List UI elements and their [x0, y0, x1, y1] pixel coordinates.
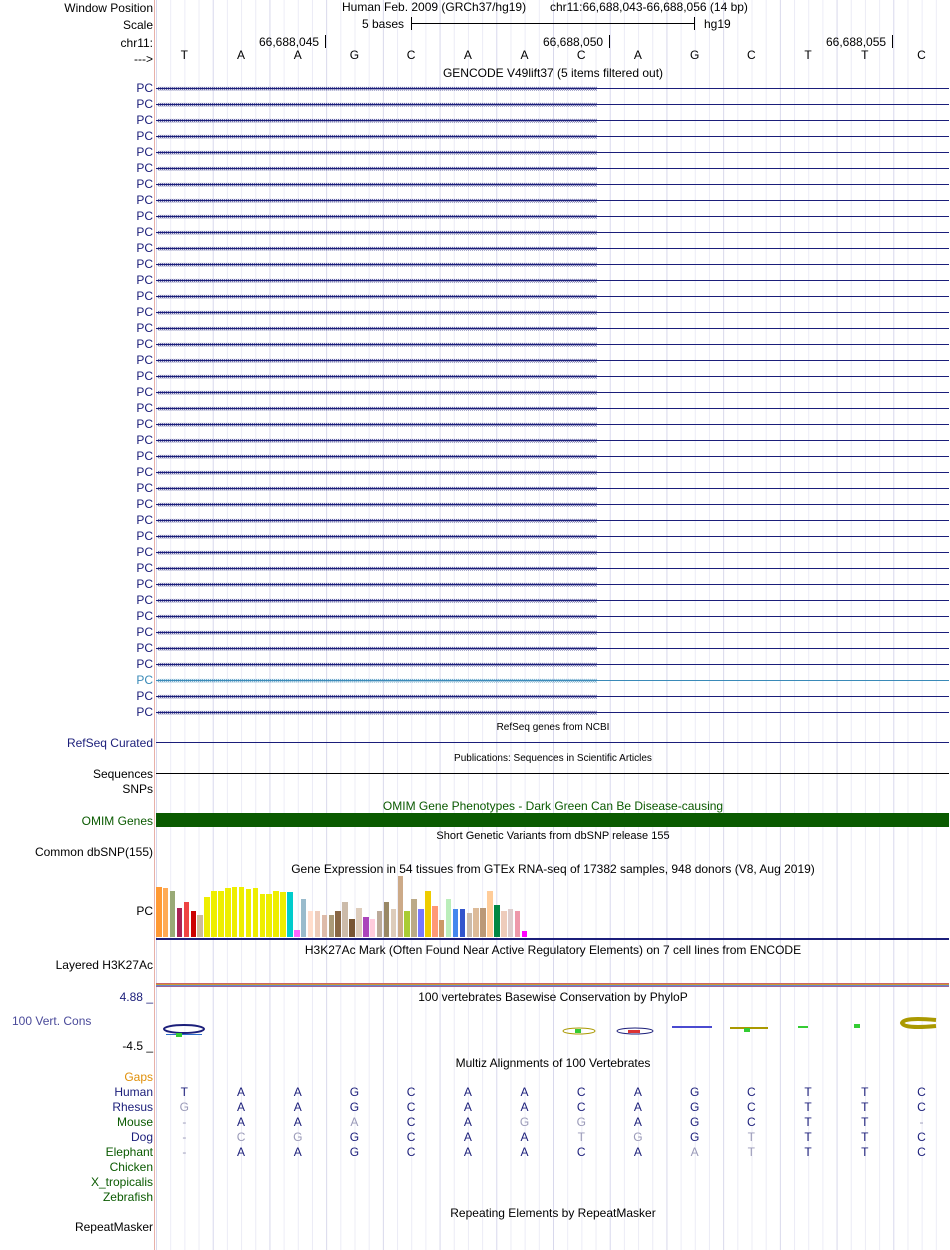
alignment-base: -: [919, 1115, 924, 1129]
strand-arrows: ‹‹‹‹‹‹‹‹‹‹‹‹‹‹‹‹‹‹‹‹‹‹‹‹‹‹‹‹‹‹‹‹‹‹‹‹‹‹‹‹‹‹‹‹‹‹‹‹‹‹‹‹‹‹‹‹‹‹‹‹‹‹‹‹‹‹‹‹‹‹‹‹‹‹‹‹‹‹‹‹‹‹‹‹‹‹‹‹‹‹‹‹‹‹‹‹‹‹‹‹‹‹‹‹‹‹‹‹‹‹‹‹‹‹‹‹‹‹‹‹‹‹‹‹‹‹‹‹‹‹‹‹‹‹‹‹‹‹‹‹‹‹‹‹‹‹‹‹‹‹‹‹‹‹‹‹‹‹‹‹‹‹‹‹‹‹‹‹‹‹‹‹‹‹‹‹‹‹‹‹‹‹‹‹‹‹‹‹‹‹‹‹‹‹‹‹‹‹‹‹‹‹‹‹‹‹‹‹‹‹‹‹‹‹‹‹‹‹‹‹: [157, 292, 597, 301]
alignment-base: G: [349, 1130, 360, 1144]
gtex-tissue-bar[interactable]: [191, 911, 197, 937]
alignment-base: T: [577, 1130, 585, 1144]
phylop-logo-mark: [176, 1033, 182, 1037]
alignment-base: C: [747, 1100, 756, 1114]
publications-title: Publications: Sequences in Scientific Articles: [454, 753, 652, 764]
gencode-row-label[interactable]: PC: [136, 657, 153, 671]
scale-db: hg19: [704, 17, 731, 31]
alignment-base: G: [689, 1100, 700, 1114]
strand-arrows: ‹‹‹‹‹‹‹‹‹‹‹‹‹‹‹‹‹‹‹‹‹‹‹‹‹‹‹‹‹‹‹‹‹‹‹‹‹‹‹‹‹‹‹‹‹‹‹‹‹‹‹‹‹‹‹‹‹‹‹‹‹‹‹‹‹‹‹‹‹‹‹‹‹‹‹‹‹‹‹‹‹‹‹‹‹‹‹‹‹‹‹‹‹‹‹‹‹‹‹‹‹‹‹‹‹‹‹‹‹‹‹‹‹‹‹‹‹‹‹‹‹‹‹‹‹‹‹‹‹‹‹‹‹‹‹‹‹‹‹‹‹‹‹‹‹‹‹‹‹‹‹‹‹‹‹‹‹‹‹‹‹‹‹‹‹‹‹‹‹‹‹‹‹‹‹‹‹‹‹‹‹‹‹‹‹‹‹‹‹‹‹‹‹‹‹‹‹‹‹‹‹‹‹‹‹‹‹‹‹‹‹‹‹‹‹‹‹‹‹‹: [157, 660, 597, 669]
gencode-row-label[interactable]: PC: [136, 513, 153, 527]
alignment-base: C: [406, 1145, 416, 1159]
alignment-base: T: [804, 1100, 812, 1114]
strand-arrows: ‹‹‹‹‹‹‹‹‹‹‹‹‹‹‹‹‹‹‹‹‹‹‹‹‹‹‹‹‹‹‹‹‹‹‹‹‹‹‹‹‹‹‹‹‹‹‹‹‹‹‹‹‹‹‹‹‹‹‹‹‹‹‹‹‹‹‹‹‹‹‹‹‹‹‹‹‹‹‹‹‹‹‹‹‹‹‹‹‹‹‹‹‹‹‹‹‹‹‹‹‹‹‹‹‹‹‹‹‹‹‹‹‹‹‹‹‹‹‹‹‹‹‹‹‹‹‹‹‹‹‹‹‹‹‹‹‹‹‹‹‹‹‹‹‹‹‹‹‹‹‹‹‹‹‹‹‹‹‹‹‹‹‹‹‹‹‹‹‹‹‹‹‹‹‹‹‹‹‹‹‹‹‹‹‹‹‹‹‹‹‹‹‹‹‹‹‹‹‹‹‹‹‹‹‹‹‹‹‹‹‹‹‹‹‹‹‹‹‹‹: [157, 644, 597, 653]
alignment-base: A: [633, 1100, 642, 1114]
gtex-tissue-bar[interactable]: [398, 876, 404, 937]
alignment-base: G: [689, 1115, 700, 1129]
strand-label: --->: [134, 52, 153, 66]
strand-arrows: ‹‹‹‹‹‹‹‹‹‹‹‹‹‹‹‹‹‹‹‹‹‹‹‹‹‹‹‹‹‹‹‹‹‹‹‹‹‹‹‹‹‹‹‹‹‹‹‹‹‹‹‹‹‹‹‹‹‹‹‹‹‹‹‹‹‹‹‹‹‹‹‹‹‹‹‹‹‹‹‹‹‹‹‹‹‹‹‹‹‹‹‹‹‹‹‹‹‹‹‹‹‹‹‹‹‹‹‹‹‹‹‹‹‹‹‹‹‹‹‹‹‹‹‹‹‹‹‹‹‹‹‹‹‹‹‹‹‹‹‹‹‹‹‹‹‹‹‹‹‹‹‹‹‹‹‹‹‹‹‹‹‹‹‹‹‹‹‹‹‹‹‹‹‹‹‹‹‹‹‹‹‹‹‹‹‹‹‹‹‹‹‹‹‹‹‹‹‹‹‹‹‹‹‹‹‹‹‹‹‹‹‹‹‹‹‹‹‹‹‹: [157, 308, 597, 317]
gencode-row-label[interactable]: PC: [136, 289, 153, 303]
alignment-base: C: [917, 1085, 926, 1099]
alignment-base: -: [182, 1130, 187, 1144]
alignment-base: G: [633, 1130, 643, 1144]
gtex-tissue-bar[interactable]: [501, 911, 507, 937]
omim-label[interactable]: OMIM Genes: [81, 814, 153, 828]
strand-arrows: ‹‹‹‹‹‹‹‹‹‹‹‹‹‹‹‹‹‹‹‹‹‹‹‹‹‹‹‹‹‹‹‹‹‹‹‹‹‹‹‹‹‹‹‹‹‹‹‹‹‹‹‹‹‹‹‹‹‹‹‹‹‹‹‹‹‹‹‹‹‹‹‹‹‹‹‹‹‹‹‹‹‹‹‹‹‹‹‹‹‹‹‹‹‹‹‹‹‹‹‹‹‹‹‹‹‹‹‹‹‹‹‹‹‹‹‹‹‹‹‹‹‹‹‹‹‹‹‹‹‹‹‹‹‹‹‹‹‹‹‹‹‹‹‹‹‹‹‹‹‹‹‹‹‹‹‹‹‹‹‹‹‹‹‹‹‹‹‹‹‹‹‹‹‹‹‹‹‹‹‹‹‹‹‹‹‹‹‹‹‹‹‹‹‹‹‹‹‹‹‹‹‹‹‹‹‹‹‹‹‹‹‹‹‹‹‹‹‹‹‹: [157, 180, 597, 189]
alignment-base: A: [293, 1145, 302, 1159]
alignment-base: T: [804, 1145, 812, 1159]
gtex-tissue-bar[interactable]: [246, 889, 252, 937]
gencode-row-label[interactable]: PC: [136, 625, 153, 639]
alignment-base: T: [861, 1145, 869, 1159]
gencode-row-label[interactable]: PC: [136, 481, 153, 495]
scale-text: 5 bases: [362, 17, 405, 31]
gtex-bar-chart[interactable]: [156, 876, 536, 937]
gtex-tissue-bar[interactable]: [211, 891, 217, 937]
phylop-title: 100 vertebrates Basewise Conservation by PhyloP: [418, 990, 688, 1004]
alignment-base: C: [917, 1130, 926, 1144]
gtex-label[interactable]: PC: [136, 904, 153, 918]
alignment-base: A: [293, 1085, 302, 1099]
gtex-tissue-bar[interactable]: [287, 892, 293, 937]
strand-arrows: ‹‹‹‹‹‹‹‹‹‹‹‹‹‹‹‹‹‹‹‹‹‹‹‹‹‹‹‹‹‹‹‹‹‹‹‹‹‹‹‹‹‹‹‹‹‹‹‹‹‹‹‹‹‹‹‹‹‹‹‹‹‹‹‹‹‹‹‹‹‹‹‹‹‹‹‹‹‹‹‹‹‹‹‹‹‹‹‹‹‹‹‹‹‹‹‹‹‹‹‹‹‹‹‹‹‹‹‹‹‹‹‹‹‹‹‹‹‹‹‹‹‹‹‹‹‹‹‹‹‹‹‹‹‹‹‹‹‹‹‹‹‹‹‹‹‹‹‹‹‹‹‹‹‹‹‹‹‹‹‹‹‹‹‹‹‹‹‹‹‹‹‹‹‹‹‹‹‹‹‹‹‹‹‹‹‹‹‹‹‹‹‹‹‹‹‹‹‹‹‹‹‹‹‹‹‹‹‹‹‹‹‹‹‹‹‹‹‹‹‹: [157, 676, 597, 685]
gtex-tissue-bar[interactable]: [163, 888, 169, 937]
sequence-base: T: [180, 48, 189, 62]
assembly-title: Human Feb. 2009 (GRCh37/hg19): [342, 0, 527, 14]
gtex-tissue-bar[interactable]: [177, 908, 183, 937]
gtex-tissue-bar[interactable]: [260, 894, 266, 937]
gtex-tissue-bar[interactable]: [487, 891, 493, 937]
phylop-logo-mark: [575, 1029, 581, 1033]
sequence-base: A: [293, 48, 302, 62]
sequence-base: A: [633, 48, 642, 62]
snps-label[interactable]: SNPs: [122, 782, 153, 796]
tick-label: 66,688,050: [543, 35, 604, 49]
gtex-tissue-bar[interactable]: [411, 899, 417, 937]
sequence-base: A: [463, 48, 472, 62]
alignment-base: A: [237, 1115, 246, 1129]
alignment-base: A: [520, 1145, 529, 1159]
h3k27ac-title: H3K27Ac Mark (Often Found Near Active Regulatory Elements) on 7 cell lines from ENCODE: [304, 943, 802, 957]
strand-arrows: ‹‹‹‹‹‹‹‹‹‹‹‹‹‹‹‹‹‹‹‹‹‹‹‹‹‹‹‹‹‹‹‹‹‹‹‹‹‹‹‹‹‹‹‹‹‹‹‹‹‹‹‹‹‹‹‹‹‹‹‹‹‹‹‹‹‹‹‹‹‹‹‹‹‹‹‹‹‹‹‹‹‹‹‹‹‹‹‹‹‹‹‹‹‹‹‹‹‹‹‹‹‹‹‹‹‹‹‹‹‹‹‹‹‹‹‹‹‹‹‹‹‹‹‹‹‹‹‹‹‹‹‹‹‹‹‹‹‹‹‹‹‹‹‹‹‹‹‹‹‹‹‹‹‹‹‹‹‹‹‹‹‹‹‹‹‹‹‹‹‹‹‹‹‹‹‹‹‹‹‹‹‹‹‹‹‹‹‹‹‹‹‹‹‹‹‹‹‹‹‹‹‹‹‹‹‹‹‹‹‹‹‹‹‹‹‹‹‹‹‹: [157, 164, 597, 173]
gtex-tissue-bar[interactable]: [349, 919, 355, 937]
scale-bar-right-cap: [694, 17, 695, 30]
gtex-tissue-bar[interactable]: [308, 911, 314, 937]
sequence-base: G: [349, 48, 360, 62]
strand-arrows: ‹‹‹‹‹‹‹‹‹‹‹‹‹‹‹‹‹‹‹‹‹‹‹‹‹‹‹‹‹‹‹‹‹‹‹‹‹‹‹‹‹‹‹‹‹‹‹‹‹‹‹‹‹‹‹‹‹‹‹‹‹‹‹‹‹‹‹‹‹‹‹‹‹‹‹‹‹‹‹‹‹‹‹‹‹‹‹‹‹‹‹‹‹‹‹‹‹‹‹‹‹‹‹‹‹‹‹‹‹‹‹‹‹‹‹‹‹‹‹‹‹‹‹‹‹‹‹‹‹‹‹‹‹‹‹‹‹‹‹‹‹‹‹‹‹‹‹‹‹‹‹‹‹‹‹‹‹‹‹‹‹‹‹‹‹‹‹‹‹‹‹‹‹‹‹‹‹‹‹‹‹‹‹‹‹‹‹‹‹‹‹‹‹‹‹‹‹‹‹‹‹‹‹‹‹‹‹‹‹‹‹‹‹‹‹‹‹‹‹‹: [157, 436, 597, 445]
gtex-tissue-bar[interactable]: [473, 908, 479, 937]
alignment-base: G: [349, 1145, 360, 1159]
gtex-tissue-bar[interactable]: [460, 909, 466, 937]
gtex-tissue-bar[interactable]: [266, 894, 272, 937]
alignment-base: G: [349, 1085, 360, 1099]
sequence-base: T: [804, 48, 812, 62]
gtex-tissue-bar[interactable]: [218, 891, 224, 937]
sequence-base: G: [689, 48, 700, 62]
gencode-row-label[interactable]: PC: [136, 193, 153, 207]
gtex-tissue-bar[interactable]: [391, 909, 397, 937]
gencode-row-label[interactable]: PC: [136, 353, 153, 367]
gencode-row-label[interactable]: PC: [136, 593, 153, 607]
dbsnp-label[interactable]: Common dbSNP(155): [34, 845, 153, 859]
gencode-row-label[interactable]: PC: [136, 561, 153, 575]
scale-label: Scale: [122, 18, 153, 32]
gencode-row-label[interactable]: PC: [136, 641, 153, 655]
strand-arrows: ‹‹‹‹‹‹‹‹‹‹‹‹‹‹‹‹‹‹‹‹‹‹‹‹‹‹‹‹‹‹‹‹‹‹‹‹‹‹‹‹‹‹‹‹‹‹‹‹‹‹‹‹‹‹‹‹‹‹‹‹‹‹‹‹‹‹‹‹‹‹‹‹‹‹‹‹‹‹‹‹‹‹‹‹‹‹‹‹‹‹‹‹‹‹‹‹‹‹‹‹‹‹‹‹‹‹‹‹‹‹‹‹‹‹‹‹‹‹‹‹‹‹‹‹‹‹‹‹‹‹‹‹‹‹‹‹‹‹‹‹‹‹‹‹‹‹‹‹‹‹‹‹‹‹‹‹‹‹‹‹‹‹‹‹‹‹‹‹‹‹‹‹‹‹‹‹‹‹‹‹‹‹‹‹‹‹‹‹‹‹‹‹‹‹‹‹‹‹‹‹‹‹‹‹‹‹‹‹‹‹‹‹‹‹‹‹‹‹‹‹: [157, 356, 597, 365]
phylop-logo-c: [902, 1019, 936, 1027]
alignment-base: T: [804, 1130, 812, 1144]
strand-arrows: ‹‹‹‹‹‹‹‹‹‹‹‹‹‹‹‹‹‹‹‹‹‹‹‹‹‹‹‹‹‹‹‹‹‹‹‹‹‹‹‹‹‹‹‹‹‹‹‹‹‹‹‹‹‹‹‹‹‹‹‹‹‹‹‹‹‹‹‹‹‹‹‹‹‹‹‹‹‹‹‹‹‹‹‹‹‹‹‹‹‹‹‹‹‹‹‹‹‹‹‹‹‹‹‹‹‹‹‹‹‹‹‹‹‹‹‹‹‹‹‹‹‹‹‹‹‹‹‹‹‹‹‹‹‹‹‹‹‹‹‹‹‹‹‹‹‹‹‹‹‹‹‹‹‹‹‹‹‹‹‹‹‹‹‹‹‹‹‹‹‹‹‹‹‹‹‹‹‹‹‹‹‹‹‹‹‹‹‹‹‹‹‹‹‹‹‹‹‹‹‹‹‹‹‹‹‹‹‹‹‹‹‹‹‹‹‹‹‹‹‹: [157, 372, 597, 381]
window-position-label: Window Position: [64, 1, 153, 15]
phylop-logo-mark: [744, 1028, 750, 1032]
gencode-title: GENCODE V49lift37 (5 items filtered out): [442, 66, 664, 80]
alignment-base: A: [463, 1130, 472, 1144]
h3k27ac-line: [156, 986, 949, 987]
gtex-tissue-bar[interactable]: [204, 897, 210, 937]
alignment-base: -: [182, 1145, 187, 1159]
alignment-base: A: [520, 1100, 529, 1114]
sequence-base: C: [576, 48, 586, 62]
gtex-tissue-bar[interactable]: [418, 909, 424, 937]
publications-label[interactable]: Sequences: [92, 767, 153, 781]
alignment-base: A: [633, 1115, 642, 1129]
strand-arrows: ‹‹‹‹‹‹‹‹‹‹‹‹‹‹‹‹‹‹‹‹‹‹‹‹‹‹‹‹‹‹‹‹‹‹‹‹‹‹‹‹‹‹‹‹‹‹‹‹‹‹‹‹‹‹‹‹‹‹‹‹‹‹‹‹‹‹‹‹‹‹‹‹‹‹‹‹‹‹‹‹‹‹‹‹‹‹‹‹‹‹‹‹‹‹‹‹‹‹‹‹‹‹‹‹‹‹‹‹‹‹‹‹‹‹‹‹‹‹‹‹‹‹‹‹‹‹‹‹‹‹‹‹‹‹‹‹‹‹‹‹‹‹‹‹‹‹‹‹‹‹‹‹‹‹‹‹‹‹‹‹‹‹‹‹‹‹‹‹‹‹‹‹‹‹‹‹‹‹‹‹‹‹‹‹‹‹‹‹‹‹‹‹‹‹‹‹‹‹‹‹‹‹‹‹‹‹‹‹‹‹‹‹‹‹‹‹‹‹‹‹: [157, 516, 597, 525]
gtex-tissue-bar[interactable]: [432, 906, 438, 937]
tick-mark: [892, 35, 893, 48]
strand-arrows: ‹‹‹‹‹‹‹‹‹‹‹‹‹‹‹‹‹‹‹‹‹‹‹‹‹‹‹‹‹‹‹‹‹‹‹‹‹‹‹‹‹‹‹‹‹‹‹‹‹‹‹‹‹‹‹‹‹‹‹‹‹‹‹‹‹‹‹‹‹‹‹‹‹‹‹‹‹‹‹‹‹‹‹‹‹‹‹‹‹‹‹‹‹‹‹‹‹‹‹‹‹‹‹‹‹‹‹‹‹‹‹‹‹‹‹‹‹‹‹‹‹‹‹‹‹‹‹‹‹‹‹‹‹‹‹‹‹‹‹‹‹‹‹‹‹‹‹‹‹‹‹‹‹‹‹‹‹‹‹‹‹‹‹‹‹‹‹‹‹‹‹‹‹‹‹‹‹‹‹‹‹‹‹‹‹‹‹‹‹‹‹‹‹‹‹‹‹‹‹‹‹‹‹‹‹‹‹‹‹‹‹‹‹‹‹‹‹‹‹‹: [157, 612, 597, 621]
gtex-tissue-bar[interactable]: [294, 930, 300, 937]
gencode-row-label[interactable]: PC: [136, 545, 153, 559]
gtex-tissue-bar[interactable]: [453, 909, 459, 937]
alignment-base: G: [576, 1115, 586, 1129]
alignment-base: A: [237, 1145, 246, 1159]
gtex-tissue-bar[interactable]: [329, 915, 335, 937]
alignment-base: T: [804, 1085, 812, 1099]
gtex-title: Gene Expression in 54 tissues from GTEx RNA-seq of 17382 samples, 948 donors (V8, Aug 2019): [291, 862, 815, 876]
gtex-tissue-bar[interactable]: [370, 919, 376, 937]
species-label[interactable]: Human: [114, 1085, 153, 1099]
alignment-base: A: [293, 1100, 302, 1114]
alignment-base: T: [804, 1115, 812, 1129]
alignment-base: T: [861, 1130, 869, 1144]
gtex-baseline: [156, 938, 949, 940]
species-label[interactable]: Zebrafish: [102, 1190, 153, 1204]
gencode-row-label[interactable]: PC: [136, 689, 153, 703]
gtex-tissue-bar[interactable]: [335, 911, 341, 937]
alignment-base: T: [861, 1085, 869, 1099]
gaps-label[interactable]: Gaps: [124, 1070, 153, 1084]
sequence-base: C: [406, 48, 416, 62]
alignment-base: -: [182, 1115, 187, 1129]
gtex-tissue-bar[interactable]: [363, 917, 369, 937]
alignment-base: G: [689, 1130, 700, 1144]
strand-arrows: ‹‹‹‹‹‹‹‹‹‹‹‹‹‹‹‹‹‹‹‹‹‹‹‹‹‹‹‹‹‹‹‹‹‹‹‹‹‹‹‹‹‹‹‹‹‹‹‹‹‹‹‹‹‹‹‹‹‹‹‹‹‹‹‹‹‹‹‹‹‹‹‹‹‹‹‹‹‹‹‹‹‹‹‹‹‹‹‹‹‹‹‹‹‹‹‹‹‹‹‹‹‹‹‹‹‹‹‹‹‹‹‹‹‹‹‹‹‹‹‹‹‹‹‹‹‹‹‹‹‹‹‹‹‹‹‹‹‹‹‹‹‹‹‹‹‹‹‹‹‹‹‹‹‹‹‹‹‹‹‹‹‹‹‹‹‹‹‹‹‹‹‹‹‹‹‹‹‹‹‹‹‹‹‹‹‹‹‹‹‹‹‹‹‹‹‹‹‹‹‹‹‹‹‹‹‹‹‹‹‹‹‹‹‹‹‹‹‹‹‹: [157, 276, 597, 285]
gencode-row-label[interactable]: PC: [136, 257, 153, 271]
gtex-tissue-bar[interactable]: [280, 892, 286, 937]
alignment-base: A: [237, 1085, 246, 1099]
alignment-base: A: [463, 1085, 472, 1099]
gtex-tissue-bar[interactable]: [315, 911, 321, 937]
gtex-tissue-bar[interactable]: [439, 920, 445, 937]
gencode-row-label[interactable]: PC: [136, 209, 153, 223]
strand-arrows: ‹‹‹‹‹‹‹‹‹‹‹‹‹‹‹‹‹‹‹‹‹‹‹‹‹‹‹‹‹‹‹‹‹‹‹‹‹‹‹‹‹‹‹‹‹‹‹‹‹‹‹‹‹‹‹‹‹‹‹‹‹‹‹‹‹‹‹‹‹‹‹‹‹‹‹‹‹‹‹‹‹‹‹‹‹‹‹‹‹‹‹‹‹‹‹‹‹‹‹‹‹‹‹‹‹‹‹‹‹‹‹‹‹‹‹‹‹‹‹‹‹‹‹‹‹‹‹‹‹‹‹‹‹‹‹‹‹‹‹‹‹‹‹‹‹‹‹‹‹‹‹‹‹‹‹‹‹‹‹‹‹‹‹‹‹‹‹‹‹‹‹‹‹‹‹‹‹‹‹‹‹‹‹‹‹‹‹‹‹‹‹‹‹‹‹‹‹‹‹‹‹‹‹‹‹‹‹‹‹‹‹‹‹‹‹‹‹‹‹‹: [157, 580, 597, 589]
gencode-row-label[interactable]: PC: [136, 401, 153, 415]
alignment-base: A: [293, 1115, 302, 1129]
strand-arrows: ‹‹‹‹‹‹‹‹‹‹‹‹‹‹‹‹‹‹‹‹‹‹‹‹‹‹‹‹‹‹‹‹‹‹‹‹‹‹‹‹‹‹‹‹‹‹‹‹‹‹‹‹‹‹‹‹‹‹‹‹‹‹‹‹‹‹‹‹‹‹‹‹‹‹‹‹‹‹‹‹‹‹‹‹‹‹‹‹‹‹‹‹‹‹‹‹‹‹‹‹‹‹‹‹‹‹‹‹‹‹‹‹‹‹‹‹‹‹‹‹‹‹‹‹‹‹‹‹‹‹‹‹‹‹‹‹‹‹‹‹‹‹‹‹‹‹‹‹‹‹‹‹‹‹‹‹‹‹‹‹‹‹‹‹‹‹‹‹‹‹‹‹‹‹‹‹‹‹‹‹‹‹‹‹‹‹‹‹‹‹‹‹‹‹‹‹‹‹‹‹‹‹‹‹‹‹‹‹‹‹‹‹‹‹‹‹‹‹‹‹: [157, 404, 597, 413]
gtex-tissue-bar[interactable]: [356, 908, 362, 937]
gencode-row-label[interactable]: PC: [136, 529, 153, 543]
gencode-row-label[interactable]: PC: [136, 449, 153, 463]
gtex-tissue-bar[interactable]: [384, 902, 390, 937]
alignment-base: A: [463, 1145, 472, 1159]
alignment-base: C: [236, 1130, 246, 1144]
position-readout: chr11:66,688,043-66,688,056 (14 bp): [550, 0, 748, 14]
alignment-base: C: [917, 1145, 926, 1159]
sequence-base: T: [861, 48, 869, 62]
phylop-min: -4.5 _: [122, 1039, 153, 1053]
refseq-gene-line[interactable]: [156, 742, 949, 743]
phylop-logo-mark: [854, 1024, 860, 1028]
multiz-title: Multiz Alignments of 100 Vertebrates: [455, 1056, 651, 1070]
gtex-tissue-bar[interactable]: [467, 913, 473, 937]
gtex-tissue-bar[interactable]: [342, 902, 348, 937]
strand-arrows: ‹‹‹‹‹‹‹‹‹‹‹‹‹‹‹‹‹‹‹‹‹‹‹‹‹‹‹‹‹‹‹‹‹‹‹‹‹‹‹‹‹‹‹‹‹‹‹‹‹‹‹‹‹‹‹‹‹‹‹‹‹‹‹‹‹‹‹‹‹‹‹‹‹‹‹‹‹‹‹‹‹‹‹‹‹‹‹‹‹‹‹‹‹‹‹‹‹‹‹‹‹‹‹‹‹‹‹‹‹‹‹‹‹‹‹‹‹‹‹‹‹‹‹‹‹‹‹‹‹‹‹‹‹‹‹‹‹‹‹‹‹‹‹‹‹‹‹‹‹‹‹‹‹‹‹‹‹‹‹‹‹‹‹‹‹‹‹‹‹‹‹‹‹‹‹‹‹‹‹‹‹‹‹‹‹‹‹‹‹‹‹‹‹‹‹‹‹‹‹‹‹‹‹‹‹‹‹‹‹‹‹‹‹‹‹‹‹‹‹‹: [157, 196, 597, 205]
gencode-row-label[interactable]: PC: [136, 673, 153, 687]
gtex-tissue-bar[interactable]: [515, 911, 521, 937]
repeatmasker-label[interactable]: RepeatMasker: [74, 1220, 153, 1234]
gtex-tissue-bar[interactable]: [494, 905, 500, 937]
gencode-row-label[interactable]: PC: [136, 225, 153, 239]
gencode-row-label[interactable]: PC: [136, 129, 153, 143]
alignment-base: G: [293, 1130, 303, 1144]
dbsnp-title: Short Genetic Variants from dbSNP release 155: [436, 830, 670, 842]
strand-arrows: ‹‹‹‹‹‹‹‹‹‹‹‹‹‹‹‹‹‹‹‹‹‹‹‹‹‹‹‹‹‹‹‹‹‹‹‹‹‹‹‹‹‹‹‹‹‹‹‹‹‹‹‹‹‹‹‹‹‹‹‹‹‹‹‹‹‹‹‹‹‹‹‹‹‹‹‹‹‹‹‹‹‹‹‹‹‹‹‹‹‹‹‹‹‹‹‹‹‹‹‹‹‹‹‹‹‹‹‹‹‹‹‹‹‹‹‹‹‹‹‹‹‹‹‹‹‹‹‹‹‹‹‹‹‹‹‹‹‹‹‹‹‹‹‹‹‹‹‹‹‹‹‹‹‹‹‹‹‹‹‹‹‹‹‹‹‹‹‹‹‹‹‹‹‹‹‹‹‹‹‹‹‹‹‹‹‹‹‹‹‹‹‹‹‹‹‹‹‹‹‹‹‹‹‹‹‹‹‹‹‹‹‹‹‹‹‹‹‹‹‹: [157, 148, 597, 157]
gencode-row-label[interactable]: PC: [136, 369, 153, 383]
strand-arrows: ‹‹‹‹‹‹‹‹‹‹‹‹‹‹‹‹‹‹‹‹‹‹‹‹‹‹‹‹‹‹‹‹‹‹‹‹‹‹‹‹‹‹‹‹‹‹‹‹‹‹‹‹‹‹‹‹‹‹‹‹‹‹‹‹‹‹‹‹‹‹‹‹‹‹‹‹‹‹‹‹‹‹‹‹‹‹‹‹‹‹‹‹‹‹‹‹‹‹‹‹‹‹‹‹‹‹‹‹‹‹‹‹‹‹‹‹‹‹‹‹‹‹‹‹‹‹‹‹‹‹‹‹‹‹‹‹‹‹‹‹‹‹‹‹‹‹‹‹‹‹‹‹‹‹‹‹‹‹‹‹‹‹‹‹‹‹‹‹‹‹‹‹‹‹‹‹‹‹‹‹‹‹‹‹‹‹‹‹‹‹‹‹‹‹‹‹‹‹‹‹‹‹‹‹‹‹‹‹‹‹‹‹‹‹‹‹‹‹‹‹: [157, 628, 597, 637]
gencode-row-label[interactable]: PC: [136, 273, 153, 287]
alignment-base: A: [463, 1115, 472, 1129]
species-label[interactable]: Elephant: [105, 1145, 153, 1159]
sequence-base: A: [237, 48, 246, 62]
alignment-base: C: [747, 1085, 756, 1099]
gtex-tissue-bar[interactable]: [508, 909, 514, 937]
repeatmasker-title: Repeating Elements by RepeatMasker: [450, 1206, 656, 1220]
refseq-label[interactable]: RefSeq Curated: [66, 736, 153, 750]
tick-mark: [609, 35, 610, 48]
strand-arrows: ‹‹‹‹‹‹‹‹‹‹‹‹‹‹‹‹‹‹‹‹‹‹‹‹‹‹‹‹‹‹‹‹‹‹‹‹‹‹‹‹‹‹‹‹‹‹‹‹‹‹‹‹‹‹‹‹‹‹‹‹‹‹‹‹‹‹‹‹‹‹‹‹‹‹‹‹‹‹‹‹‹‹‹‹‹‹‹‹‹‹‹‹‹‹‹‹‹‹‹‹‹‹‹‹‹‹‹‹‹‹‹‹‹‹‹‹‹‹‹‹‹‹‹‹‹‹‹‹‹‹‹‹‹‹‹‹‹‹‹‹‹‹‹‹‹‹‹‹‹‹‹‹‹‹‹‹‹‹‹‹‹‹‹‹‹‹‹‹‹‹‹‹‹‹‹‹‹‹‹‹‹‹‹‹‹‹‹‹‹‹‹‹‹‹‹‹‹‹‹‹‹‹‹‹‹‹‹‹‹‹‹‹‹‹‹‹‹‹‹‹: [157, 564, 597, 573]
phylop-logo-dash: [166, 1034, 202, 1035]
strand-arrows: ‹‹‹‹‹‹‹‹‹‹‹‹‹‹‹‹‹‹‹‹‹‹‹‹‹‹‹‹‹‹‹‹‹‹‹‹‹‹‹‹‹‹‹‹‹‹‹‹‹‹‹‹‹‹‹‹‹‹‹‹‹‹‹‹‹‹‹‹‹‹‹‹‹‹‹‹‹‹‹‹‹‹‹‹‹‹‹‹‹‹‹‹‹‹‹‹‹‹‹‹‹‹‹‹‹‹‹‹‹‹‹‹‹‹‹‹‹‹‹‹‹‹‹‹‹‹‹‹‹‹‹‹‹‹‹‹‹‹‹‹‹‹‹‹‹‹‹‹‹‹‹‹‹‹‹‹‹‹‹‹‹‹‹‹‹‹‹‹‹‹‹‹‹‹‹‹‹‹‹‹‹‹‹‹‹‹‹‹‹‹‹‹‹‹‹‹‹‹‹‹‹‹‹‹‹‹‹‹‹‹‹‹‹‹‹‹‹‹‹‹: [157, 692, 597, 701]
gencode-row-label[interactable]: PC: [136, 465, 153, 479]
species-label[interactable]: Dog: [130, 1130, 153, 1144]
label-divider: [154, 0, 155, 1250]
gtex-tissue-bar[interactable]: [253, 888, 259, 937]
alignment-base: C: [406, 1085, 416, 1099]
gencode-row-label[interactable]: PC: [136, 705, 153, 719]
gtex-tissue-bar[interactable]: [170, 891, 176, 937]
gtex-tissue-bar[interactable]: [404, 911, 410, 937]
alignment-base: T: [747, 1130, 756, 1144]
gtex-tissue-bar[interactable]: [225, 888, 231, 937]
alignment-base: C: [406, 1130, 416, 1144]
species-label[interactable]: Rhesus: [112, 1100, 153, 1114]
gencode-row-label[interactable]: PC: [136, 609, 153, 623]
alignment-base: A: [690, 1145, 699, 1159]
gtex-tissue-bar[interactable]: [522, 931, 528, 937]
alignment-base: C: [576, 1100, 586, 1114]
phylop-logo-mark: [628, 1030, 640, 1033]
gtex-tissue-bar[interactable]: [273, 891, 279, 937]
gtex-tissue-bar[interactable]: [232, 887, 238, 937]
strand-arrows: ‹‹‹‹‹‹‹‹‹‹‹‹‹‹‹‹‹‹‹‹‹‹‹‹‹‹‹‹‹‹‹‹‹‹‹‹‹‹‹‹‹‹‹‹‹‹‹‹‹‹‹‹‹‹‹‹‹‹‹‹‹‹‹‹‹‹‹‹‹‹‹‹‹‹‹‹‹‹‹‹‹‹‹‹‹‹‹‹‹‹‹‹‹‹‹‹‹‹‹‹‹‹‹‹‹‹‹‹‹‹‹‹‹‹‹‹‹‹‹‹‹‹‹‹‹‹‹‹‹‹‹‹‹‹‹‹‹‹‹‹‹‹‹‹‹‹‹‹‹‹‹‹‹‹‹‹‹‹‹‹‹‹‹‹‹‹‹‹‹‹‹‹‹‹‹‹‹‹‹‹‹‹‹‹‹‹‹‹‹‹‹‹‹‹‹‹‹‹‹‹‹‹‹‹‹‹‹‹‹‹‹‹‹‹‹‹‹‹‹‹: [157, 548, 597, 557]
chrom-label: chr11:: [120, 36, 153, 50]
alignment-base: T: [861, 1100, 869, 1114]
strand-arrows: ‹‹‹‹‹‹‹‹‹‹‹‹‹‹‹‹‹‹‹‹‹‹‹‹‹‹‹‹‹‹‹‹‹‹‹‹‹‹‹‹‹‹‹‹‹‹‹‹‹‹‹‹‹‹‹‹‹‹‹‹‹‹‹‹‹‹‹‹‹‹‹‹‹‹‹‹‹‹‹‹‹‹‹‹‹‹‹‹‹‹‹‹‹‹‹‹‹‹‹‹‹‹‹‹‹‹‹‹‹‹‹‹‹‹‹‹‹‹‹‹‹‹‹‹‹‹‹‹‹‹‹‹‹‹‹‹‹‹‹‹‹‹‹‹‹‹‹‹‹‹‹‹‹‹‹‹‹‹‹‹‹‹‹‹‹‹‹‹‹‹‹‹‹‹‹‹‹‹‹‹‹‹‹‹‹‹‹‹‹‹‹‹‹‹‹‹‹‹‹‹‹‹‹‹‹‹‹‹‹‹‹‹‹‹‹‹‹‹‹‹: [157, 324, 597, 333]
alignment-base: C: [406, 1115, 416, 1129]
tick-label: 66,688,045: [259, 35, 320, 49]
sequence-base: C: [917, 48, 926, 62]
tick-mark: [325, 35, 326, 48]
strand-arrows: ‹‹‹‹‹‹‹‹‹‹‹‹‹‹‹‹‹‹‹‹‹‹‹‹‹‹‹‹‹‹‹‹‹‹‹‹‹‹‹‹‹‹‹‹‹‹‹‹‹‹‹‹‹‹‹‹‹‹‹‹‹‹‹‹‹‹‹‹‹‹‹‹‹‹‹‹‹‹‹‹‹‹‹‹‹‹‹‹‹‹‹‹‹‹‹‹‹‹‹‹‹‹‹‹‹‹‹‹‹‹‹‹‹‹‹‹‹‹‹‹‹‹‹‹‹‹‹‹‹‹‹‹‹‹‹‹‹‹‹‹‹‹‹‹‹‹‹‹‹‹‹‹‹‹‹‹‹‹‹‹‹‹‹‹‹‹‹‹‹‹‹‹‹‹‹‹‹‹‹‹‹‹‹‹‹‹‹‹‹‹‹‹‹‹‹‹‹‹‹‹‹‹‹‹‹‹‹‹‹‹‹‹‹‹‹‹‹‹‹‹: [157, 452, 597, 461]
strand-arrows: ‹‹‹‹‹‹‹‹‹‹‹‹‹‹‹‹‹‹‹‹‹‹‹‹‹‹‹‹‹‹‹‹‹‹‹‹‹‹‹‹‹‹‹‹‹‹‹‹‹‹‹‹‹‹‹‹‹‹‹‹‹‹‹‹‹‹‹‹‹‹‹‹‹‹‹‹‹‹‹‹‹‹‹‹‹‹‹‹‹‹‹‹‹‹‹‹‹‹‹‹‹‹‹‹‹‹‹‹‹‹‹‹‹‹‹‹‹‹‹‹‹‹‹‹‹‹‹‹‹‹‹‹‹‹‹‹‹‹‹‹‹‹‹‹‹‹‹‹‹‹‹‹‹‹‹‹‹‹‹‹‹‹‹‹‹‹‹‹‹‹‹‹‹‹‹‹‹‹‹‹‹‹‹‹‹‹‹‹‹‹‹‹‹‹‹‹‹‹‹‹‹‹‹‹‹‹‹‹‹‹‹‹‹‹‹‹‹‹‹‹: [157, 420, 597, 429]
tick-label: 66,688,055: [826, 35, 887, 49]
gtex-tissue-bar[interactable]: [377, 911, 383, 937]
strand-arrows: ‹‹‹‹‹‹‹‹‹‹‹‹‹‹‹‹‹‹‹‹‹‹‹‹‹‹‹‹‹‹‹‹‹‹‹‹‹‹‹‹‹‹‹‹‹‹‹‹‹‹‹‹‹‹‹‹‹‹‹‹‹‹‹‹‹‹‹‹‹‹‹‹‹‹‹‹‹‹‹‹‹‹‹‹‹‹‹‹‹‹‹‹‹‹‹‹‹‹‹‹‹‹‹‹‹‹‹‹‹‹‹‹‹‹‹‹‹‹‹‹‹‹‹‹‹‹‹‹‹‹‹‹‹‹‹‹‹‹‹‹‹‹‹‹‹‹‹‹‹‹‹‹‹‹‹‹‹‹‹‹‹‹‹‹‹‹‹‹‹‹‹‹‹‹‹‹‹‹‹‹‹‹‹‹‹‹‹‹‹‹‹‹‹‹‹‹‹‹‹‹‹‹‹‹‹‹‹‹‹‹‹‹‹‹‹‹‹‹‹‹: [157, 244, 597, 253]
gtex-tissue-bar[interactable]: [446, 899, 452, 937]
phylop-logo-g: [164, 1025, 204, 1033]
alignment-base: A: [520, 1130, 529, 1144]
alignment-base: A: [520, 1085, 529, 1099]
alignment-base: A: [350, 1115, 359, 1129]
gencode-row-label[interactable]: PC: [136, 417, 153, 431]
species-label[interactable]: Mouse: [116, 1115, 153, 1129]
gtex-tissue-bar[interactable]: [156, 887, 162, 937]
publications-line[interactable]: [156, 773, 949, 774]
alignment-base: T: [180, 1085, 189, 1099]
scale-bar-left-cap: [411, 17, 412, 30]
alignment-base: T: [861, 1115, 869, 1129]
gtex-tissue-bar[interactable]: [322, 915, 328, 937]
strand-arrows: ‹‹‹‹‹‹‹‹‹‹‹‹‹‹‹‹‹‹‹‹‹‹‹‹‹‹‹‹‹‹‹‹‹‹‹‹‹‹‹‹‹‹‹‹‹‹‹‹‹‹‹‹‹‹‹‹‹‹‹‹‹‹‹‹‹‹‹‹‹‹‹‹‹‹‹‹‹‹‹‹‹‹‹‹‹‹‹‹‹‹‹‹‹‹‹‹‹‹‹‹‹‹‹‹‹‹‹‹‹‹‹‹‹‹‹‹‹‹‹‹‹‹‹‹‹‹‹‹‹‹‹‹‹‹‹‹‹‹‹‹‹‹‹‹‹‹‹‹‹‹‹‹‹‹‹‹‹‹‹‹‹‹‹‹‹‹‹‹‹‹‹‹‹‹‹‹‹‹‹‹‹‹‹‹‹‹‹‹‹‹‹‹‹‹‹‹‹‹‹‹‹‹‹‹‹‹‹‹‹‹‹‹‹‹‹‹‹‹‹‹: [157, 260, 597, 269]
gencode-row-label[interactable]: PC: [136, 385, 153, 399]
strand-arrows: ‹‹‹‹‹‹‹‹‹‹‹‹‹‹‹‹‹‹‹‹‹‹‹‹‹‹‹‹‹‹‹‹‹‹‹‹‹‹‹‹‹‹‹‹‹‹‹‹‹‹‹‹‹‹‹‹‹‹‹‹‹‹‹‹‹‹‹‹‹‹‹‹‹‹‹‹‹‹‹‹‹‹‹‹‹‹‹‹‹‹‹‹‹‹‹‹‹‹‹‹‹‹‹‹‹‹‹‹‹‹‹‹‹‹‹‹‹‹‹‹‹‹‹‹‹‹‹‹‹‹‹‹‹‹‹‹‹‹‹‹‹‹‹‹‹‹‹‹‹‹‹‹‹‹‹‹‹‹‹‹‹‹‹‹‹‹‹‹‹‹‹‹‹‹‹‹‹‹‹‹‹‹‹‹‹‹‹‹‹‹‹‹‹‹‹‹‹‹‹‹‹‹‹‹‹‹‹‹‹‹‹‹‹‹‹‹‹‹‹‹: [157, 84, 597, 93]
strand-arrows: ‹‹‹‹‹‹‹‹‹‹‹‹‹‹‹‹‹‹‹‹‹‹‹‹‹‹‹‹‹‹‹‹‹‹‹‹‹‹‹‹‹‹‹‹‹‹‹‹‹‹‹‹‹‹‹‹‹‹‹‹‹‹‹‹‹‹‹‹‹‹‹‹‹‹‹‹‹‹‹‹‹‹‹‹‹‹‹‹‹‹‹‹‹‹‹‹‹‹‹‹‹‹‹‹‹‹‹‹‹‹‹‹‹‹‹‹‹‹‹‹‹‹‹‹‹‹‹‹‹‹‹‹‹‹‹‹‹‹‹‹‹‹‹‹‹‹‹‹‹‹‹‹‹‹‹‹‹‹‹‹‹‹‹‹‹‹‹‹‹‹‹‹‹‹‹‹‹‹‹‹‹‹‹‹‹‹‹‹‹‹‹‹‹‹‹‹‹‹‹‹‹‹‹‹‹‹‹‹‹‹‹‹‹‹‹‹‹‹‹‹: [157, 500, 597, 509]
strand-arrows: ‹‹‹‹‹‹‹‹‹‹‹‹‹‹‹‹‹‹‹‹‹‹‹‹‹‹‹‹‹‹‹‹‹‹‹‹‹‹‹‹‹‹‹‹‹‹‹‹‹‹‹‹‹‹‹‹‹‹‹‹‹‹‹‹‹‹‹‹‹‹‹‹‹‹‹‹‹‹‹‹‹‹‹‹‹‹‹‹‹‹‹‹‹‹‹‹‹‹‹‹‹‹‹‹‹‹‹‹‹‹‹‹‹‹‹‹‹‹‹‹‹‹‹‹‹‹‹‹‹‹‹‹‹‹‹‹‹‹‹‹‹‹‹‹‹‹‹‹‹‹‹‹‹‹‹‹‹‹‹‹‹‹‹‹‹‹‹‹‹‹‹‹‹‹‹‹‹‹‹‹‹‹‹‹‹‹‹‹‹‹‹‹‹‹‹‹‹‹‹‹‹‹‹‹‹‹‹‹‹‹‹‹‹‹‹‹‹‹‹‹: [157, 708, 597, 717]
h3k27ac-label[interactable]: Layered H3K27Ac: [55, 958, 153, 972]
phylop-label[interactable]: 100 Vert. Cons: [12, 1014, 92, 1028]
gencode-row-label[interactable]: PC: [136, 145, 153, 159]
strand-arrows: ‹‹‹‹‹‹‹‹‹‹‹‹‹‹‹‹‹‹‹‹‹‹‹‹‹‹‹‹‹‹‹‹‹‹‹‹‹‹‹‹‹‹‹‹‹‹‹‹‹‹‹‹‹‹‹‹‹‹‹‹‹‹‹‹‹‹‹‹‹‹‹‹‹‹‹‹‹‹‹‹‹‹‹‹‹‹‹‹‹‹‹‹‹‹‹‹‹‹‹‹‹‹‹‹‹‹‹‹‹‹‹‹‹‹‹‹‹‹‹‹‹‹‹‹‹‹‹‹‹‹‹‹‹‹‹‹‹‹‹‹‹‹‹‹‹‹‹‹‹‹‹‹‹‹‹‹‹‹‹‹‹‹‹‹‹‹‹‹‹‹‹‹‹‹‹‹‹‹‹‹‹‹‹‹‹‹‹‹‹‹‹‹‹‹‹‹‹‹‹‹‹‹‹‹‹‹‹‹‹‹‹‹‹‹‹‹‹‹‹‹: [157, 532, 597, 541]
species-label[interactable]: X_tropicalis: [90, 1175, 153, 1189]
alignment-base: A: [633, 1145, 642, 1159]
gencode-row-label[interactable]: PC: [136, 97, 153, 111]
gencode-row-label[interactable]: PC: [136, 577, 153, 591]
gencode-row-label[interactable]: PC: [136, 177, 153, 191]
strand-arrows: ‹‹‹‹‹‹‹‹‹‹‹‹‹‹‹‹‹‹‹‹‹‹‹‹‹‹‹‹‹‹‹‹‹‹‹‹‹‹‹‹‹‹‹‹‹‹‹‹‹‹‹‹‹‹‹‹‹‹‹‹‹‹‹‹‹‹‹‹‹‹‹‹‹‹‹‹‹‹‹‹‹‹‹‹‹‹‹‹‹‹‹‹‹‹‹‹‹‹‹‹‹‹‹‹‹‹‹‹‹‹‹‹‹‹‹‹‹‹‹‹‹‹‹‹‹‹‹‹‹‹‹‹‹‹‹‹‹‹‹‹‹‹‹‹‹‹‹‹‹‹‹‹‹‹‹‹‹‹‹‹‹‹‹‹‹‹‹‹‹‹‹‹‹‹‹‹‹‹‹‹‹‹‹‹‹‹‹‹‹‹‹‹‹‹‹‹‹‹‹‹‹‹‹‹‹‹‹‹‹‹‹‹‹‹‹‹‹‹‹‹: [157, 100, 597, 109]
gencode-row-label[interactable]: PC: [136, 433, 153, 447]
strand-arrows: ‹‹‹‹‹‹‹‹‹‹‹‹‹‹‹‹‹‹‹‹‹‹‹‹‹‹‹‹‹‹‹‹‹‹‹‹‹‹‹‹‹‹‹‹‹‹‹‹‹‹‹‹‹‹‹‹‹‹‹‹‹‹‹‹‹‹‹‹‹‹‹‹‹‹‹‹‹‹‹‹‹‹‹‹‹‹‹‹‹‹‹‹‹‹‹‹‹‹‹‹‹‹‹‹‹‹‹‹‹‹‹‹‹‹‹‹‹‹‹‹‹‹‹‹‹‹‹‹‹‹‹‹‹‹‹‹‹‹‹‹‹‹‹‹‹‹‹‹‹‹‹‹‹‹‹‹‹‹‹‹‹‹‹‹‹‹‹‹‹‹‹‹‹‹‹‹‹‹‹‹‹‹‹‹‹‹‹‹‹‹‹‹‹‹‹‹‹‹‹‹‹‹‹‹‹‹‹‹‹‹‹‹‹‹‹‹‹‹‹‹: [157, 596, 597, 605]
refseq-title: RefSeq genes from NCBI: [496, 722, 610, 733]
phylop-max: 4.88 _: [119, 990, 153, 1004]
alignment-base: G: [689, 1085, 700, 1099]
alignment-base: C: [917, 1100, 926, 1114]
gencode-row-label[interactable]: PC: [136, 81, 153, 95]
alignment-base: T: [747, 1145, 756, 1159]
phylop-logo-mark: [672, 1026, 712, 1028]
alignment-base: G: [179, 1100, 190, 1114]
gencode-row-label[interactable]: PC: [136, 113, 153, 127]
omim-title: OMIM Gene Phenotypes - Dark Green Can Be Disease-causing: [382, 799, 724, 813]
gtex-tissue-bar[interactable]: [301, 899, 307, 937]
gtex-tissue-bar[interactable]: [480, 908, 486, 937]
strand-arrows: ‹‹‹‹‹‹‹‹‹‹‹‹‹‹‹‹‹‹‹‹‹‹‹‹‹‹‹‹‹‹‹‹‹‹‹‹‹‹‹‹‹‹‹‹‹‹‹‹‹‹‹‹‹‹‹‹‹‹‹‹‹‹‹‹‹‹‹‹‹‹‹‹‹‹‹‹‹‹‹‹‹‹‹‹‹‹‹‹‹‹‹‹‹‹‹‹‹‹‹‹‹‹‹‹‹‹‹‹‹‹‹‹‹‹‹‹‹‹‹‹‹‹‹‹‹‹‹‹‹‹‹‹‹‹‹‹‹‹‹‹‹‹‹‹‹‹‹‹‹‹‹‹‹‹‹‹‹‹‹‹‹‹‹‹‹‹‹‹‹‹‹‹‹‹‹‹‹‹‹‹‹‹‹‹‹‹‹‹‹‹‹‹‹‹‹‹‹‹‹‹‹‹‹‹‹‹‹‹‹‹‹‹‹‹‹‹‹‹‹‹: [157, 340, 597, 349]
strand-arrows: ‹‹‹‹‹‹‹‹‹‹‹‹‹‹‹‹‹‹‹‹‹‹‹‹‹‹‹‹‹‹‹‹‹‹‹‹‹‹‹‹‹‹‹‹‹‹‹‹‹‹‹‹‹‹‹‹‹‹‹‹‹‹‹‹‹‹‹‹‹‹‹‹‹‹‹‹‹‹‹‹‹‹‹‹‹‹‹‹‹‹‹‹‹‹‹‹‹‹‹‹‹‹‹‹‹‹‹‹‹‹‹‹‹‹‹‹‹‹‹‹‹‹‹‹‹‹‹‹‹‹‹‹‹‹‹‹‹‹‹‹‹‹‹‹‹‹‹‹‹‹‹‹‹‹‹‹‹‹‹‹‹‹‹‹‹‹‹‹‹‹‹‹‹‹‹‹‹‹‹‹‹‹‹‹‹‹‹‹‹‹‹‹‹‹‹‹‹‹‹‹‹‹‹‹‹‹‹‹‹‹‹‹‹‹‹‹‹‹‹‹: [157, 388, 597, 397]
scale-bar: [411, 23, 695, 24]
gencode-row-label[interactable]: PC: [136, 305, 153, 319]
omim-feature-bar[interactable]: [156, 813, 949, 827]
phylop-logo-mark: [798, 1026, 808, 1028]
gencode-row-label[interactable]: PC: [136, 321, 153, 335]
alignment-base: G: [349, 1100, 360, 1114]
strand-arrows: ‹‹‹‹‹‹‹‹‹‹‹‹‹‹‹‹‹‹‹‹‹‹‹‹‹‹‹‹‹‹‹‹‹‹‹‹‹‹‹‹‹‹‹‹‹‹‹‹‹‹‹‹‹‹‹‹‹‹‹‹‹‹‹‹‹‹‹‹‹‹‹‹‹‹‹‹‹‹‹‹‹‹‹‹‹‹‹‹‹‹‹‹‹‹‹‹‹‹‹‹‹‹‹‹‹‹‹‹‹‹‹‹‹‹‹‹‹‹‹‹‹‹‹‹‹‹‹‹‹‹‹‹‹‹‹‹‹‹‹‹‹‹‹‹‹‹‹‹‹‹‹‹‹‹‹‹‹‹‹‹‹‹‹‹‹‹‹‹‹‹‹‹‹‹‹‹‹‹‹‹‹‹‹‹‹‹‹‹‹‹‹‹‹‹‹‹‹‹‹‹‹‹‹‹‹‹‹‹‹‹‹‹‹‹‹‹‹‹‹‹: [157, 116, 597, 125]
sequence-base: A: [520, 48, 529, 62]
alignment-base: G: [519, 1115, 530, 1129]
alignment-base: C: [747, 1115, 756, 1129]
strand-arrows: ‹‹‹‹‹‹‹‹‹‹‹‹‹‹‹‹‹‹‹‹‹‹‹‹‹‹‹‹‹‹‹‹‹‹‹‹‹‹‹‹‹‹‹‹‹‹‹‹‹‹‹‹‹‹‹‹‹‹‹‹‹‹‹‹‹‹‹‹‹‹‹‹‹‹‹‹‹‹‹‹‹‹‹‹‹‹‹‹‹‹‹‹‹‹‹‹‹‹‹‹‹‹‹‹‹‹‹‹‹‹‹‹‹‹‹‹‹‹‹‹‹‹‹‹‹‹‹‹‹‹‹‹‹‹‹‹‹‹‹‹‹‹‹‹‹‹‹‹‹‹‹‹‹‹‹‹‹‹‹‹‹‹‹‹‹‹‹‹‹‹‹‹‹‹‹‹‹‹‹‹‹‹‹‹‹‹‹‹‹‹‹‹‹‹‹‹‹‹‹‹‹‹‹‹‹‹‹‹‹‹‹‹‹‹‹‹‹‹‹‹: [157, 212, 597, 221]
strand-arrows: ‹‹‹‹‹‹‹‹‹‹‹‹‹‹‹‹‹‹‹‹‹‹‹‹‹‹‹‹‹‹‹‹‹‹‹‹‹‹‹‹‹‹‹‹‹‹‹‹‹‹‹‹‹‹‹‹‹‹‹‹‹‹‹‹‹‹‹‹‹‹‹‹‹‹‹‹‹‹‹‹‹‹‹‹‹‹‹‹‹‹‹‹‹‹‹‹‹‹‹‹‹‹‹‹‹‹‹‹‹‹‹‹‹‹‹‹‹‹‹‹‹‹‹‹‹‹‹‹‹‹‹‹‹‹‹‹‹‹‹‹‹‹‹‹‹‹‹‹‹‹‹‹‹‹‹‹‹‹‹‹‹‹‹‹‹‹‹‹‹‹‹‹‹‹‹‹‹‹‹‹‹‹‹‹‹‹‹‹‹‹‹‹‹‹‹‹‹‹‹‹‹‹‹‹‹‹‹‹‹‹‹‹‹‹‹‹‹‹‹‹: [157, 484, 597, 493]
alignment-base: C: [406, 1100, 416, 1114]
gtex-tissue-bar[interactable]: [425, 891, 431, 937]
strand-arrows: ‹‹‹‹‹‹‹‹‹‹‹‹‹‹‹‹‹‹‹‹‹‹‹‹‹‹‹‹‹‹‹‹‹‹‹‹‹‹‹‹‹‹‹‹‹‹‹‹‹‹‹‹‹‹‹‹‹‹‹‹‹‹‹‹‹‹‹‹‹‹‹‹‹‹‹‹‹‹‹‹‹‹‹‹‹‹‹‹‹‹‹‹‹‹‹‹‹‹‹‹‹‹‹‹‹‹‹‹‹‹‹‹‹‹‹‹‹‹‹‹‹‹‹‹‹‹‹‹‹‹‹‹‹‹‹‹‹‹‹‹‹‹‹‹‹‹‹‹‹‹‹‹‹‹‹‹‹‹‹‹‹‹‹‹‹‹‹‹‹‹‹‹‹‹‹‹‹‹‹‹‹‹‹‹‹‹‹‹‹‹‹‹‹‹‹‹‹‹‹‹‹‹‹‹‹‹‹‹‹‹‹‹‹‹‹‹‹‹‹‹: [157, 132, 597, 141]
gencode-row-label[interactable]: PC: [136, 337, 153, 351]
sequence-base: C: [747, 48, 756, 62]
phylop-logo: [156, 1015, 950, 1045]
species-label[interactable]: Chicken: [109, 1160, 153, 1174]
gtex-tissue-bar[interactable]: [197, 915, 203, 937]
alignment-base: A: [237, 1100, 246, 1114]
gencode-row-label[interactable]: PC: [136, 497, 153, 511]
strand-arrows: ‹‹‹‹‹‹‹‹‹‹‹‹‹‹‹‹‹‹‹‹‹‹‹‹‹‹‹‹‹‹‹‹‹‹‹‹‹‹‹‹‹‹‹‹‹‹‹‹‹‹‹‹‹‹‹‹‹‹‹‹‹‹‹‹‹‹‹‹‹‹‹‹‹‹‹‹‹‹‹‹‹‹‹‹‹‹‹‹‹‹‹‹‹‹‹‹‹‹‹‹‹‹‹‹‹‹‹‹‹‹‹‹‹‹‹‹‹‹‹‹‹‹‹‹‹‹‹‹‹‹‹‹‹‹‹‹‹‹‹‹‹‹‹‹‹‹‹‹‹‹‹‹‹‹‹‹‹‹‹‹‹‹‹‹‹‹‹‹‹‹‹‹‹‹‹‹‹‹‹‹‹‹‹‹‹‹‹‹‹‹‹‹‹‹‹‹‹‹‹‹‹‹‹‹‹‹‹‹‹‹‹‹‹‹‹‹‹‹‹‹: [157, 468, 597, 477]
gencode-row-label[interactable]: PC: [136, 241, 153, 255]
alignment-base: C: [576, 1145, 586, 1159]
alignment-base: A: [463, 1100, 472, 1114]
gtex-tissue-bar[interactable]: [184, 902, 190, 937]
alignment-base: C: [576, 1085, 586, 1099]
alignment-base: A: [633, 1085, 642, 1099]
gtex-tissue-bar[interactable]: [239, 887, 245, 937]
gencode-row-label[interactable]: PC: [136, 161, 153, 175]
strand-arrows: ‹‹‹‹‹‹‹‹‹‹‹‹‹‹‹‹‹‹‹‹‹‹‹‹‹‹‹‹‹‹‹‹‹‹‹‹‹‹‹‹‹‹‹‹‹‹‹‹‹‹‹‹‹‹‹‹‹‹‹‹‹‹‹‹‹‹‹‹‹‹‹‹‹‹‹‹‹‹‹‹‹‹‹‹‹‹‹‹‹‹‹‹‹‹‹‹‹‹‹‹‹‹‹‹‹‹‹‹‹‹‹‹‹‹‹‹‹‹‹‹‹‹‹‹‹‹‹‹‹‹‹‹‹‹‹‹‹‹‹‹‹‹‹‹‹‹‹‹‹‹‹‹‹‹‹‹‹‹‹‹‹‹‹‹‹‹‹‹‹‹‹‹‹‹‹‹‹‹‹‹‹‹‹‹‹‹‹‹‹‹‹‹‹‹‹‹‹‹‹‹‹‹‹‹‹‹‹‹‹‹‹‹‹‹‹‹‹‹‹‹: [157, 228, 597, 237]
